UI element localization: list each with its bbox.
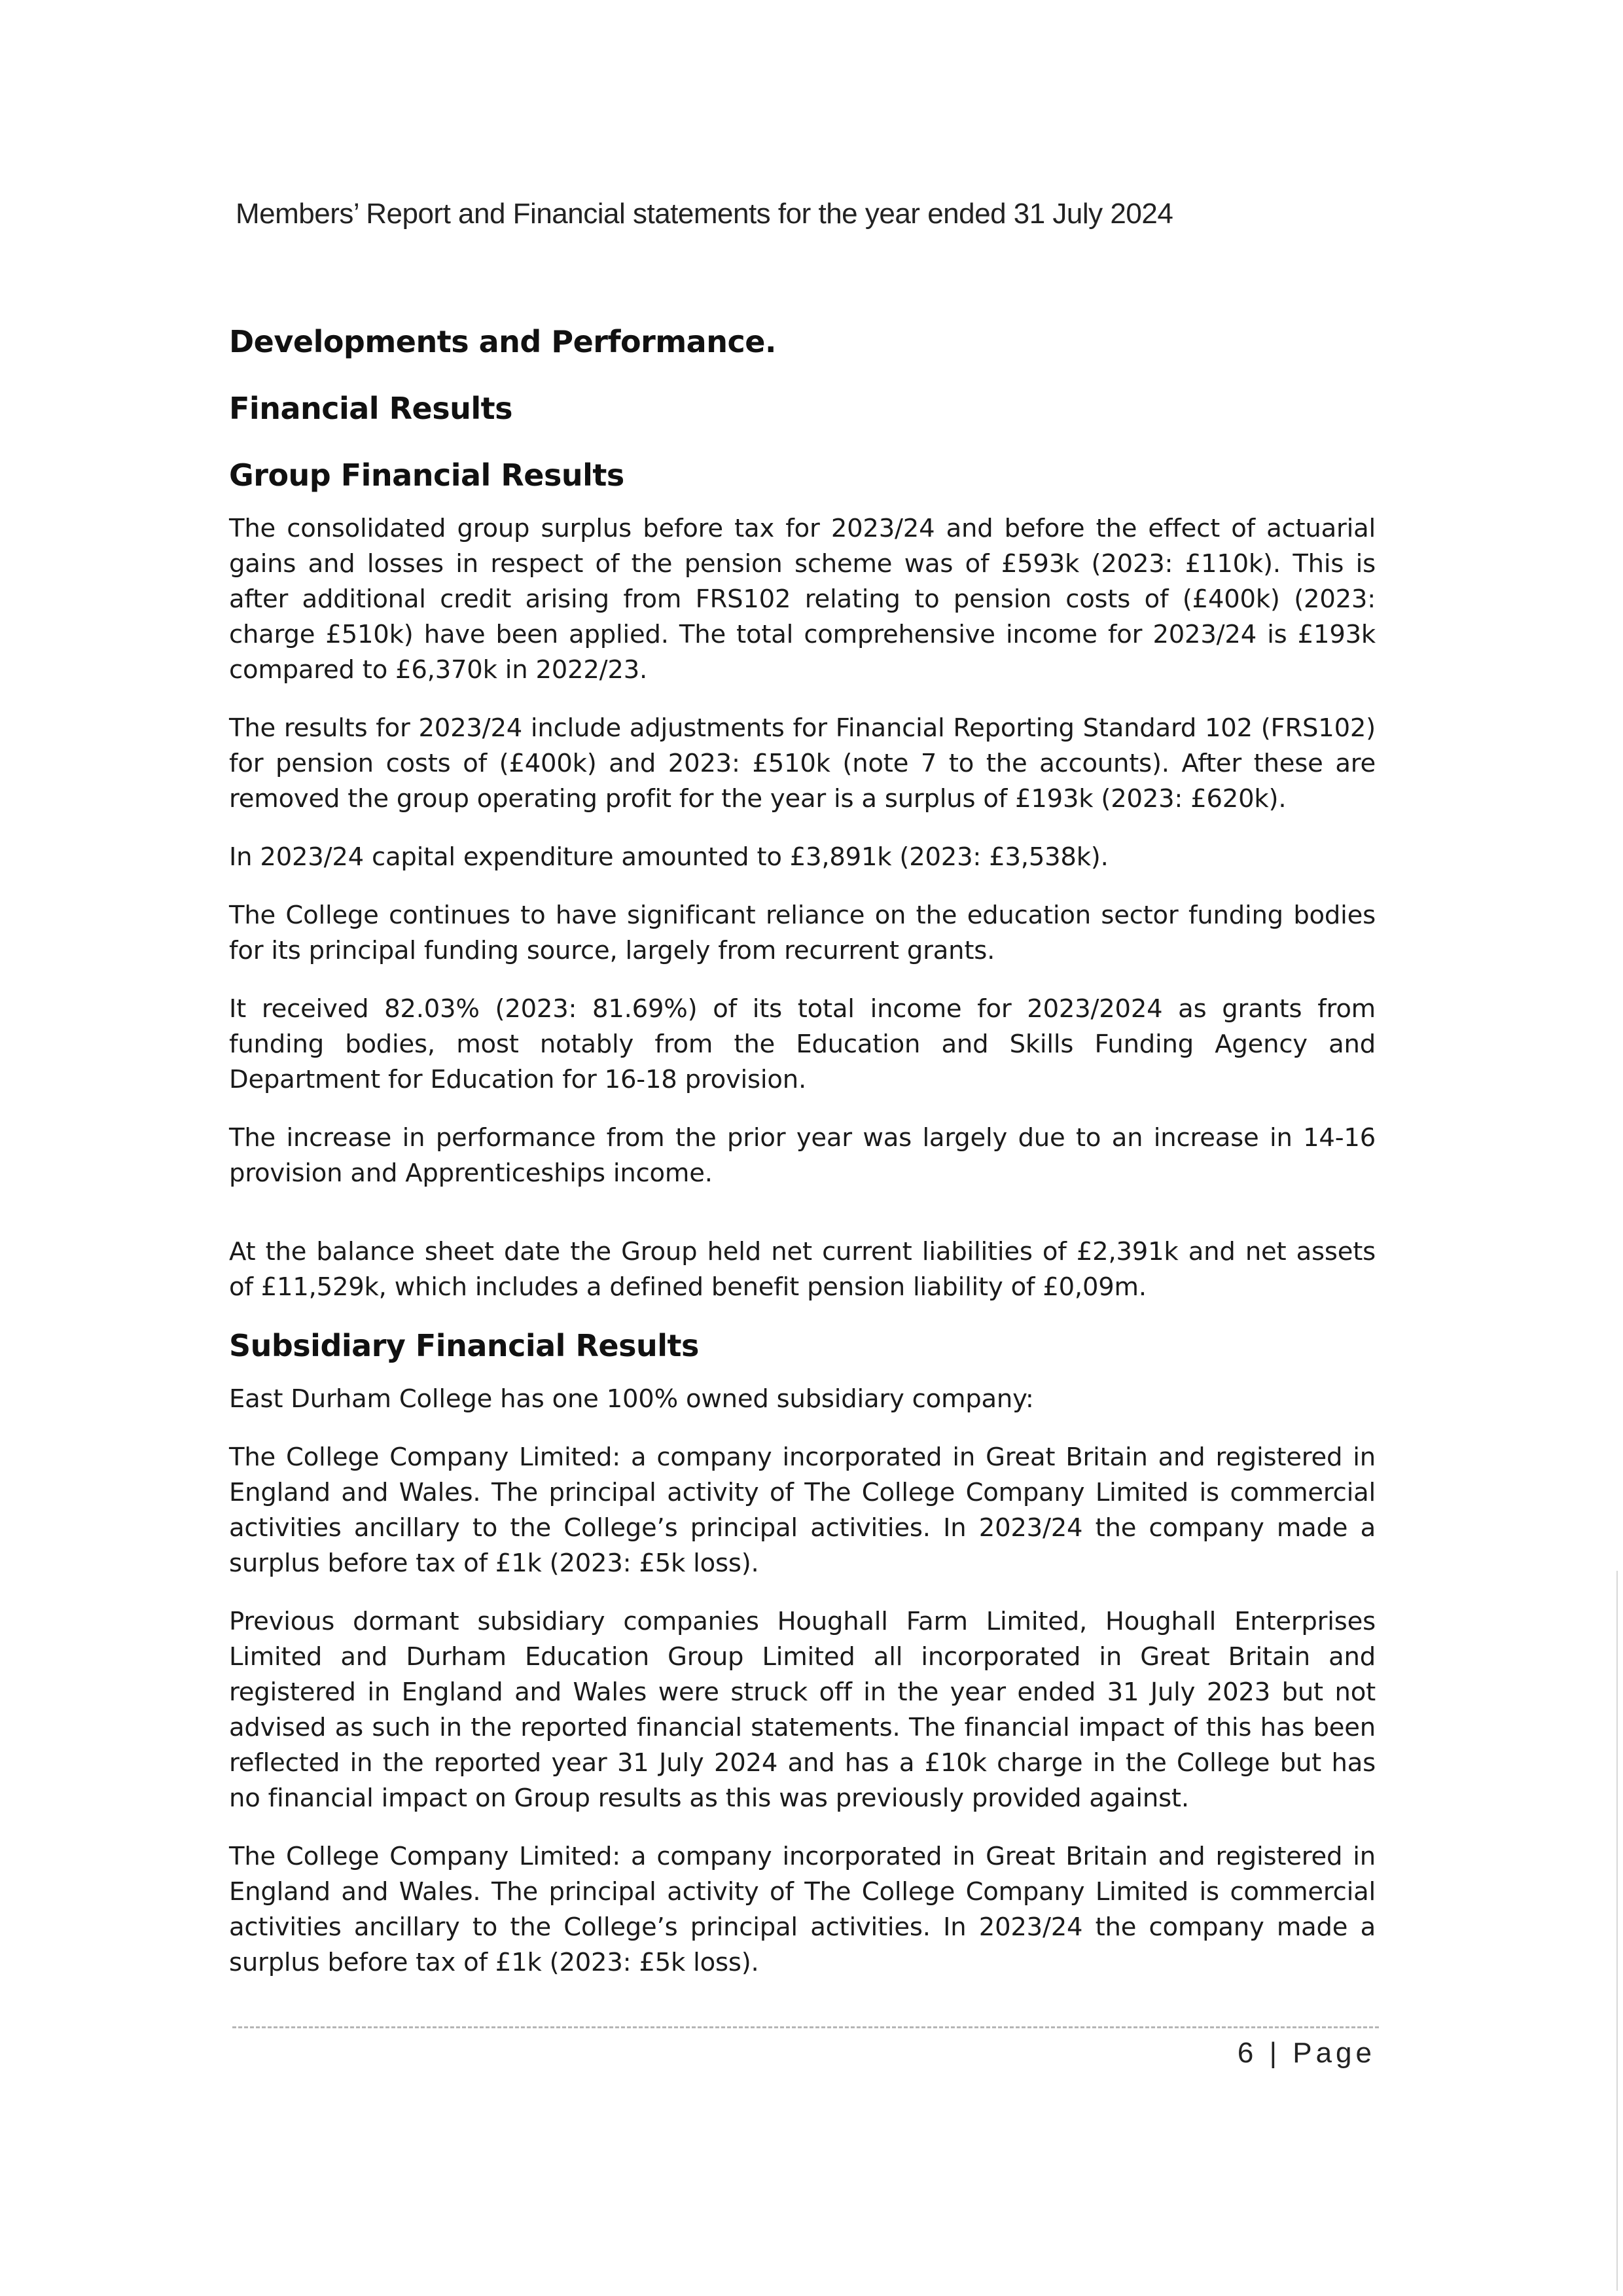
running-header: Members’ Report and Financial statements for the year ended 31 July 2024 <box>236 198 1173 230</box>
paragraph-college-company: The College Company Limited: a company incorporated in Great Britain and registered in England and Wales. The principal activity of The College Company Limited is commercial activities ancillary to the College’s principal activities. In 2023/24 the company made a surplus before tax of £1k (2023: £5k loss). <box>229 1443 1376 1578</box>
section-heading-financial-results: Financial Results <box>229 391 512 426</box>
paragraph-subsidiary-intro: East Durham College has one 100% owned subsidiary company: <box>229 1384 1034 1414</box>
paragraph-group-surplus: The consolidated group surplus before tax for 2023/24 and before the effect of actuarial gains and losses in respect of the pension scheme was of £593k (2023: £110k). This is after additional credit arising from FRS102 relating to pension costs of (£400k) (2023: charge £510k) have been applied. The total comprehensive income for 2023/24 is £193k compared to £6,370k in 2022/23. <box>229 514 1376 685</box>
page-number: 6 | Page <box>1237 2037 1376 2069</box>
paragraph-capital-expenditure: In 2023/24 capital expenditure amounted to £3,891k (2023: £3,538k). <box>229 842 1109 872</box>
section-heading-subsidiary-financial-results: Subsidiary Financial Results <box>229 1328 699 1363</box>
document-body <box>229 324 1376 2003</box>
scan-edge-line <box>1616 1571 1618 2291</box>
paragraph-dormant-subsidiaries: Previous dormant subsidiary companies Houghall Farm Limited, Houghall Enterprises Limited and Durham Education Group Limited all incorporated in Great Britain and registered in England and Wales were struck off in the year ended 31 July 2023 but not advised as such in the reported financial statements. The financial impact of this has been reflected in the reported year 31 July 2024 and has a £10k charge in the College but has no financial impact on Group results as this was previously provided against. <box>229 1607 1376 1813</box>
paragraph-grant-income: It received 82.03% (2023: 81.69%) of its total income for 2023/2024 as grants from funding bodies, most notably from the Education and Skills Funding Agency and Department for Education for 16-18 provision. <box>229 994 1376 1094</box>
paragraph-frs102-adjustments: The results for 2023/24 include adjustments for Financial Reporting Standard 102 (FRS102) for pension costs of (£400k) and 2023: £510k (note 7 to the accounts). After these are removed the group operating profit for the year is a surplus of £193k (2023: £620k). <box>229 713 1376 814</box>
section-heading-group-financial-results: Group Financial Results <box>229 457 624 493</box>
section-heading-developments: Developments and Performance. <box>229 324 776 359</box>
paragraph-balance-sheet: At the balance sheet date the Group held net current liabilities of £2,391k and net assets of £11,529k, which includes a defined benefit pension liability of £0,09m. <box>229 1237 1376 1302</box>
paragraph-college-company-repeat: The College Company Limited: a company incorporated in Great Britain and registered in England and Wales. The principal activity of The College Company Limited is commercial activities ancillary to the College’s principal activities. In 2023/24 the company made a surplus before tax of £1k (2023: £5k loss). <box>229 1842 1376 1977</box>
paragraph-funding-reliance: The College continues to have significant reliance on the education sector funding bodies for its principal funding source, largely from recurrent grants. <box>229 901 1376 965</box>
footer-divider <box>232 2026 1379 2028</box>
paragraph-performance-increase: The increase in performance from the prior year was largely due to an increase in 14-16 provision and Apprenticeships income. <box>229 1123 1376 1188</box>
